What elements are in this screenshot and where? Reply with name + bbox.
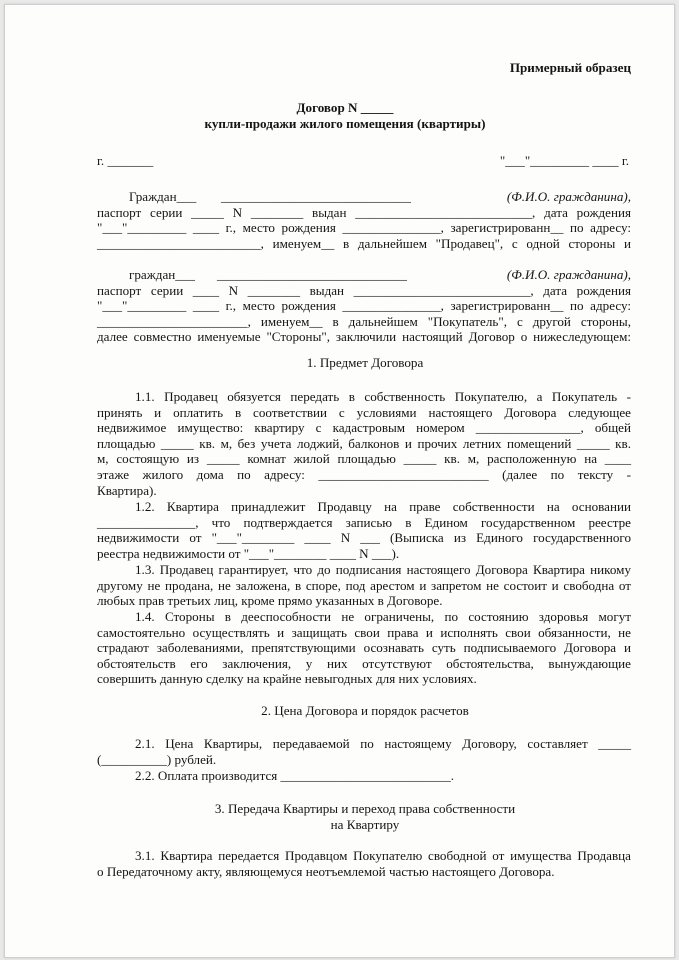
buyer-name-line [97, 267, 631, 283]
document-title [95, 100, 595, 131]
p1-1-line: Квартира). [97, 482, 157, 498]
title-line-1: Договор N _____ [296, 100, 394, 115]
paragraph-1-4 [97, 609, 631, 687]
seller-name-line [97, 189, 631, 205]
paragraph-1-3 [97, 562, 631, 609]
seller-birth-line: "___"_________ ____ г., место рождения _______________, зарегистрированн__ по адресу: [97, 220, 631, 236]
p3-1-line: о Передаточному акту, являющемуся неотъемлемой частью настоящего Договора. [97, 863, 555, 879]
p1-2-line: 1.2. Квартира принадлежит Продавцу на праве собственности на основании [135, 499, 631, 514]
p1-4-line: 1.4. Стороны в дееспособности не ограничены, по состоянию здоровья могут [135, 609, 631, 624]
seller-fio-hint: (Ф.И.О. гражданина), [506, 189, 631, 204]
p1-1-line: 1.1. Продавец обязуется передать в собственность Покупателю, а Покупатель - [135, 389, 631, 404]
p2-1-line: 2.1. Цена Квартиры, передаваемой по настоящему Договору, составляет _____ [135, 736, 631, 751]
seller-passport-line: паспорт серии _____ N ________ выдан ___________________________, дата рождения [97, 204, 631, 220]
seller-name-blank: _____________________________ [221, 189, 411, 204]
p1-1-line: площадью _____ кв. м, без учета лоджий, балконов и прочих летних помещений _____ кв. [97, 435, 631, 451]
buyer-passport-line: паспорт серии ____ N ________ выдан ___________________________, дата рождения [97, 282, 631, 298]
p2-1-line: (__________) рублей. [97, 751, 217, 767]
buyer-name-blank: _____________________________ [217, 267, 407, 282]
p1-4-line: обстоятельств его заключения, у них отсутствуют обстоятельства, вынуждающие [97, 655, 631, 671]
document-page [4, 4, 675, 958]
seller-citizen-label: Граждан___ [129, 189, 197, 204]
p1-2-line: недвижимости от "___"________ ____ N ___ (Выписка из Единого государственного [97, 530, 631, 546]
p1-2-line: реестра недвижимости от "___"________ ____ N ___). [97, 545, 400, 561]
p1-4-line: совершить данную сделку на крайне невыгодных для них условиях. [97, 671, 477, 687]
p1-3-line: другому не продана, не заложена, в споре, под арестом и запретом не состоит и свободна от [97, 577, 631, 593]
section-2-title: 2. Цена Договора и порядок расчетов [261, 703, 469, 718]
p1-3-line: 1.3. Продавец гарантирует, что до подписания настоящего Договора Квартира никому [135, 562, 631, 577]
buyer-block [97, 267, 631, 345]
seller-block [97, 189, 631, 251]
paragraph-2-1 [97, 736, 631, 767]
seller-address-line: _________________________, именуем__ в дальнейшем "Продавец", с одной стороны и [97, 235, 631, 251]
buyer-address-line: _______________________, именуем__ в дальнейшем "Покупатель", с другой стороны, [97, 313, 631, 329]
sample-label: Примерный образец [509, 60, 631, 75]
paragraph-1-2 [97, 499, 631, 561]
city-field: г. _______ [97, 153, 154, 168]
s3-title-line-1: 3. Передача Квартиры и переход права собственности [214, 801, 516, 816]
p1-1-line: принять и оплатить в соответствии с условиями настоящего Договора следующее [97, 404, 631, 420]
p1-1-line: недвижимое имущество: квартиру с кадастровым номером ________________, общей [97, 420, 631, 436]
buyer-fio-hint: (Ф.И.О. гражданина), [506, 267, 631, 282]
p1-4-line: самостоятельно осуществлять и защищать свои права и исполнять свои обязанности, не [97, 624, 631, 640]
buyer-parties-line: далее совместно именуемые "Стороны", заключили настоящий Договор о нижеследующем: [97, 329, 631, 345]
paragraph-3-1 [97, 848, 631, 879]
p1-1-line: этаже жилого дома по адресу: __________________________ (далее по тексту - [97, 466, 631, 482]
paragraph-1-1 [97, 389, 631, 498]
p1-4-line: страдают заболеваниями, препятствующими осознавать суть подписываемого Договора и [97, 640, 631, 656]
buyer-birth-line: "___"_________ ____ г., место рождения _______________, зарегистрированн__ по адресу: [97, 298, 631, 314]
section-3-title [95, 801, 635, 832]
date-field: "___"_________ ____ г. [499, 153, 629, 168]
p3-1-line: 3.1. Квартира передается Продавцом Покупателю свободной от имущества Продавца [135, 848, 631, 863]
buyer-citizen-label: граждан___ [129, 267, 195, 282]
section-1-title: 1. Предмет Договора [306, 355, 424, 370]
title-line-2: купли-продажи жилого помещения (квартиры) [204, 115, 486, 131]
paragraph-2-2: 2.2. Оплата производится __________________________. [135, 768, 455, 783]
s3-title-line-2: на Квартиру [330, 816, 400, 832]
p1-2-line: _______________, что подтверждается записью в Едином государственном реестре [97, 514, 631, 530]
p1-3-line: любых прав третьих лиц, кроме прямо указанных в Договоре. [97, 593, 443, 609]
p1-1-line: м, состоящую из _____ комнат жилой площадью _____ кв. м, расположенную на ____ [97, 451, 631, 467]
